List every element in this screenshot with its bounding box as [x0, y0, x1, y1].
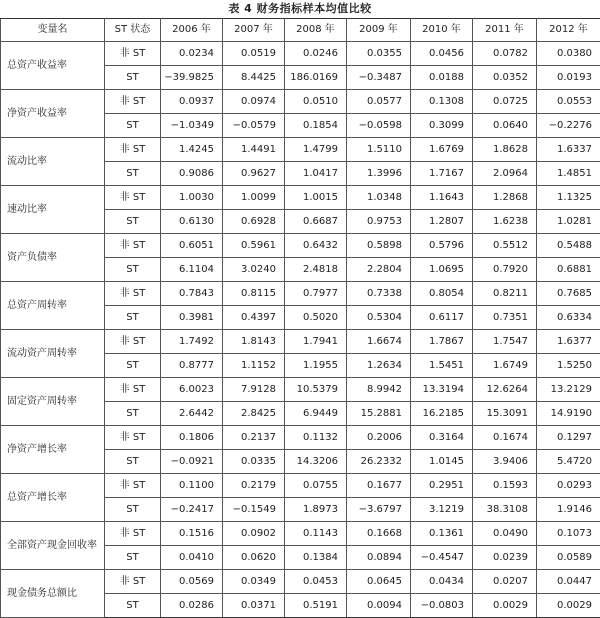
value-cell: 0.5488	[537, 234, 600, 258]
value-cell: −0.0579	[223, 114, 285, 138]
table-row	[1, 426, 600, 450]
variable-name-cell: 总资产增长率	[1, 474, 105, 522]
value-cell: 0.6130	[161, 210, 223, 234]
value-cell: 1.7941	[285, 330, 347, 354]
value-cell: 15.2881	[347, 402, 411, 426]
value-cell: 3.9406	[473, 450, 537, 474]
table-row	[1, 90, 600, 114]
value-cell: 0.0645	[347, 570, 411, 594]
value-cell: 0.0188	[411, 66, 473, 90]
value-cell: 2.8425	[223, 402, 285, 426]
value-cell: 0.5961	[223, 234, 285, 258]
value-cell: 13.2129	[537, 378, 600, 402]
value-cell: 0.0293	[537, 474, 600, 498]
header-year-2012: 2012 年	[537, 19, 600, 42]
value-cell: 2.2804	[347, 258, 411, 282]
value-cell: 0.0755	[285, 474, 347, 498]
value-cell: 1.0099	[223, 186, 285, 210]
value-cell: 0.1308	[411, 90, 473, 114]
variable-name-cell: 现金债务总额比	[1, 570, 105, 618]
value-cell: 0.1100	[161, 474, 223, 498]
value-cell: 0.0239	[473, 546, 537, 570]
value-cell: 0.0335	[223, 450, 285, 474]
value-cell: 1.3996	[347, 162, 411, 186]
value-cell: −0.2276	[537, 114, 600, 138]
value-cell: 0.0029	[473, 594, 537, 618]
value-cell: 0.0620	[223, 546, 285, 570]
table-row	[1, 186, 600, 210]
value-cell: 0.2006	[347, 426, 411, 450]
value-cell: 1.6337	[537, 138, 600, 162]
value-cell: 0.6881	[537, 258, 600, 282]
value-cell: 0.8115	[223, 282, 285, 306]
value-cell: 1.0695	[411, 258, 473, 282]
value-cell: 0.0380	[537, 42, 600, 66]
value-cell: 0.7685	[537, 282, 600, 306]
value-cell: 1.0145	[411, 450, 473, 474]
value-cell: 6.1104	[161, 258, 223, 282]
status-cell-non-st: 非 ST	[105, 186, 161, 210]
header-year-2007: 2007 年	[223, 19, 285, 42]
status-cell-st: ST	[105, 114, 161, 138]
value-cell: −0.0921	[161, 450, 223, 474]
header-year-2009: 2009 年	[347, 19, 411, 42]
value-cell: 1.2807	[411, 210, 473, 234]
value-cell: 0.6687	[285, 210, 347, 234]
table-caption: 表 4 财务指标样本均值比较	[0, 0, 600, 18]
variable-name-cell: 速动比率	[1, 186, 105, 234]
value-cell: 1.5451	[411, 354, 473, 378]
value-cell: 0.1132	[285, 426, 347, 450]
value-cell: 0.0490	[473, 522, 537, 546]
variable-name-cell: 流动比率	[1, 138, 105, 186]
value-cell: 0.0029	[537, 594, 600, 618]
variable-name-cell: 总资产周转率	[1, 282, 105, 330]
value-cell: 0.1593	[473, 474, 537, 498]
status-cell-st: ST	[105, 210, 161, 234]
value-cell: 0.5020	[285, 306, 347, 330]
value-cell: 6.0023	[161, 378, 223, 402]
value-cell: 14.3206	[285, 450, 347, 474]
value-cell: 14.9190	[537, 402, 600, 426]
value-cell: 1.6749	[473, 354, 537, 378]
variable-name-cell: 净资产增长率	[1, 426, 105, 474]
value-cell: 0.5898	[347, 234, 411, 258]
value-cell: 0.5304	[347, 306, 411, 330]
value-cell: 1.1955	[285, 354, 347, 378]
value-cell: 0.0937	[161, 90, 223, 114]
variable-name-cell: 净资产收益率	[1, 90, 105, 138]
value-cell: 1.0015	[285, 186, 347, 210]
value-cell: 0.0286	[161, 594, 223, 618]
table-row	[1, 330, 600, 354]
value-cell: 8.4425	[223, 66, 285, 90]
value-cell: 0.7977	[285, 282, 347, 306]
value-cell: 0.1073	[537, 522, 600, 546]
value-cell: 0.7920	[473, 258, 537, 282]
value-cell: 0.0447	[537, 570, 600, 594]
table-row	[1, 522, 600, 546]
value-cell: 1.6674	[347, 330, 411, 354]
value-cell: 0.7351	[473, 306, 537, 330]
value-cell: 0.5512	[473, 234, 537, 258]
status-cell-non-st: 非 ST	[105, 522, 161, 546]
value-cell: 1.7547	[473, 330, 537, 354]
status-cell-st: ST	[105, 498, 161, 522]
value-cell: −0.1549	[223, 498, 285, 522]
value-cell: 3.1219	[411, 498, 473, 522]
value-cell: 1.6769	[411, 138, 473, 162]
header-year-2011: 2011 年	[473, 19, 537, 42]
table-row	[1, 234, 600, 258]
value-cell: −39.9825	[161, 66, 223, 90]
value-cell: 0.0569	[161, 570, 223, 594]
table-body	[1, 42, 600, 618]
value-cell: 0.0894	[347, 546, 411, 570]
value-cell: 1.4851	[537, 162, 600, 186]
status-cell-non-st: 非 ST	[105, 90, 161, 114]
status-cell-st: ST	[105, 66, 161, 90]
value-cell: 0.0355	[347, 42, 411, 66]
status-cell-non-st: 非 ST	[105, 330, 161, 354]
value-cell: 26.2332	[347, 450, 411, 474]
variable-name-cell: 流动资产周转率	[1, 330, 105, 378]
status-cell-st: ST	[105, 162, 161, 186]
value-cell: 1.0030	[161, 186, 223, 210]
variable-name-cell: 资产负债率	[1, 234, 105, 282]
value-cell: 0.0410	[161, 546, 223, 570]
value-cell: 1.8143	[223, 330, 285, 354]
value-cell: 0.0640	[473, 114, 537, 138]
value-cell: 0.9627	[223, 162, 285, 186]
table-header-row	[1, 19, 600, 42]
value-cell: 0.0577	[347, 90, 411, 114]
value-cell: 38.3108	[473, 498, 537, 522]
value-cell: 1.7167	[411, 162, 473, 186]
value-cell: 0.2951	[411, 474, 473, 498]
value-cell: 0.7843	[161, 282, 223, 306]
value-cell: 1.7492	[161, 330, 223, 354]
value-cell: 7.9128	[223, 378, 285, 402]
variable-name-cell: 全部资产现金回收率	[1, 522, 105, 570]
value-cell: 0.0519	[223, 42, 285, 66]
value-cell: 0.0094	[347, 594, 411, 618]
value-cell: 0.9753	[347, 210, 411, 234]
value-cell: 0.1516	[161, 522, 223, 546]
value-cell: 1.0281	[537, 210, 600, 234]
value-cell: 1.9146	[537, 498, 600, 522]
value-cell: 1.8628	[473, 138, 537, 162]
value-cell: 0.1143	[285, 522, 347, 546]
value-cell: 2.6442	[161, 402, 223, 426]
value-cell: 0.2179	[223, 474, 285, 498]
value-cell: 0.0234	[161, 42, 223, 66]
value-cell: 0.0974	[223, 90, 285, 114]
value-cell: 0.0553	[537, 90, 600, 114]
value-cell: 0.1297	[537, 426, 600, 450]
value-cell: 1.2868	[473, 186, 537, 210]
table-row	[1, 282, 600, 306]
value-cell: 5.4720	[537, 450, 600, 474]
value-cell: 0.0246	[285, 42, 347, 66]
value-cell: 0.1674	[473, 426, 537, 450]
value-cell: 0.0725	[473, 90, 537, 114]
variable-name-cell: 总资产收益率	[1, 42, 105, 90]
value-cell: 6.9449	[285, 402, 347, 426]
header-year-2010: 2010 年	[411, 19, 473, 42]
value-cell: 13.3194	[411, 378, 473, 402]
value-cell: 0.7338	[347, 282, 411, 306]
status-cell-st: ST	[105, 402, 161, 426]
status-cell-non-st: 非 ST	[105, 378, 161, 402]
value-cell: 0.1806	[161, 426, 223, 450]
value-cell: 1.6238	[473, 210, 537, 234]
status-cell-non-st: 非 ST	[105, 474, 161, 498]
value-cell: 1.8973	[285, 498, 347, 522]
value-cell: 0.6928	[223, 210, 285, 234]
value-cell: 0.6117	[411, 306, 473, 330]
table-row	[1, 570, 600, 594]
value-cell: 0.0193	[537, 66, 600, 90]
table-row	[1, 42, 600, 66]
status-cell-non-st: 非 ST	[105, 426, 161, 450]
value-cell: 0.0902	[223, 522, 285, 546]
table-row	[1, 474, 600, 498]
value-cell: 0.1677	[347, 474, 411, 498]
value-cell: 0.0349	[223, 570, 285, 594]
value-cell: 0.0352	[473, 66, 537, 90]
value-cell: −0.0803	[411, 594, 473, 618]
value-cell: 15.3091	[473, 402, 537, 426]
value-cell: 16.2185	[411, 402, 473, 426]
variable-name-cell: 固定资产周转率	[1, 378, 105, 426]
header-year-2006: 2006 年	[161, 19, 223, 42]
value-cell: 0.3981	[161, 306, 223, 330]
value-cell: −0.4547	[411, 546, 473, 570]
status-cell-st: ST	[105, 354, 161, 378]
value-cell: 0.5796	[411, 234, 473, 258]
value-cell: 2.0964	[473, 162, 537, 186]
value-cell: 0.6334	[537, 306, 600, 330]
header-year-2008: 2008 年	[285, 19, 347, 42]
value-cell: 2.4818	[285, 258, 347, 282]
status-cell-non-st: 非 ST	[105, 570, 161, 594]
value-cell: 0.1361	[411, 522, 473, 546]
value-cell: 0.2137	[223, 426, 285, 450]
value-cell: 0.0456	[411, 42, 473, 66]
status-cell-st: ST	[105, 306, 161, 330]
value-cell: −3.6797	[347, 498, 411, 522]
value-cell: 1.1643	[411, 186, 473, 210]
value-cell: 1.4799	[285, 138, 347, 162]
status-cell-st: ST	[105, 546, 161, 570]
value-cell: 186.0169	[285, 66, 347, 90]
value-cell: 0.3099	[411, 114, 473, 138]
status-cell-non-st: 非 ST	[105, 282, 161, 306]
value-cell: −0.0598	[347, 114, 411, 138]
value-cell: 1.4491	[223, 138, 285, 162]
value-cell: 0.4397	[223, 306, 285, 330]
value-cell: 0.0207	[473, 570, 537, 594]
header-st-status: ST 状态	[105, 19, 161, 42]
value-cell: 0.6051	[161, 234, 223, 258]
value-cell: 0.0434	[411, 570, 473, 594]
status-cell-non-st: 非 ST	[105, 138, 161, 162]
value-cell: 12.6264	[473, 378, 537, 402]
value-cell: 0.0510	[285, 90, 347, 114]
value-cell: 0.1384	[285, 546, 347, 570]
value-cell: 0.5191	[285, 594, 347, 618]
status-cell-non-st: 非 ST	[105, 42, 161, 66]
value-cell: 1.6377	[537, 330, 600, 354]
value-cell: 1.0417	[285, 162, 347, 186]
status-cell-st: ST	[105, 450, 161, 474]
value-cell: 1.7867	[411, 330, 473, 354]
status-cell-st: ST	[105, 594, 161, 618]
value-cell: 0.1668	[347, 522, 411, 546]
value-cell: 0.6432	[285, 234, 347, 258]
value-cell: 8.9942	[347, 378, 411, 402]
value-cell: 0.0782	[473, 42, 537, 66]
value-cell: 0.9086	[161, 162, 223, 186]
value-cell: 1.5110	[347, 138, 411, 162]
table-row	[1, 378, 600, 402]
value-cell: 3.0240	[223, 258, 285, 282]
value-cell: 0.8054	[411, 282, 473, 306]
value-cell: 0.8777	[161, 354, 223, 378]
value-cell: 1.1325	[537, 186, 600, 210]
value-cell: 0.0371	[223, 594, 285, 618]
financial-indicator-table	[0, 18, 600, 618]
value-cell: 1.2634	[347, 354, 411, 378]
status-cell-st: ST	[105, 258, 161, 282]
status-cell-non-st: 非 ST	[105, 234, 161, 258]
value-cell: −0.3487	[347, 66, 411, 90]
value-cell: 1.1152	[223, 354, 285, 378]
header-variable: 变量名	[1, 19, 105, 42]
value-cell: −1.0349	[161, 114, 223, 138]
value-cell: 0.3164	[411, 426, 473, 450]
table-row	[1, 138, 600, 162]
value-cell: 1.4245	[161, 138, 223, 162]
value-cell: 0.0453	[285, 570, 347, 594]
value-cell: 0.8211	[473, 282, 537, 306]
value-cell: 0.0589	[537, 546, 600, 570]
value-cell: 0.1854	[285, 114, 347, 138]
value-cell: 1.0348	[347, 186, 411, 210]
value-cell: −0.2417	[161, 498, 223, 522]
value-cell: 10.5379	[285, 378, 347, 402]
value-cell: 1.5250	[537, 354, 600, 378]
